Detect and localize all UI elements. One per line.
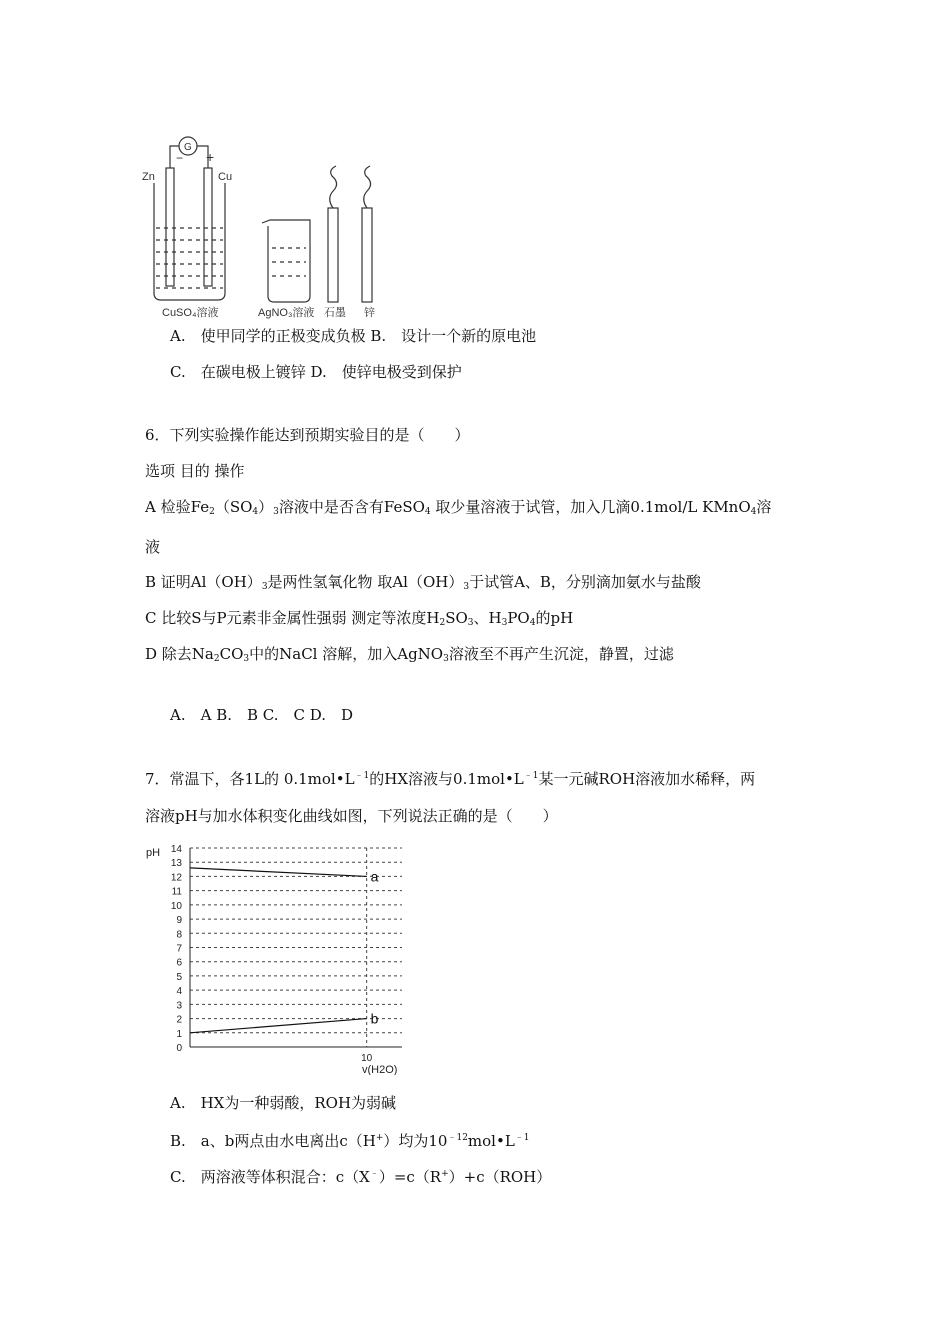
y-tick-label: 8 bbox=[176, 929, 182, 941]
q5-option-cd: C. 在碳电极上镀锌 D. 使锌电极受到保护 bbox=[170, 363, 462, 381]
y-tick-label: 11 bbox=[171, 886, 182, 898]
apparatus-figure bbox=[140, 128, 400, 328]
q7-option-c: C. 两溶液等体积混合：c（X﹣）=c（R+）+c（ROH） bbox=[170, 1168, 552, 1186]
y-tick-label: 2 bbox=[176, 1014, 182, 1026]
q6-table-header: 选项 目的 操作 bbox=[145, 462, 245, 480]
y-tick-label: 1 bbox=[176, 1028, 182, 1040]
zn-label: Zn bbox=[142, 171, 155, 183]
q6-row-c: C 比较S与P元素非金属性强弱 测定等浓度$H_2SO_3$、$H_3PO_4$的pH bbox=[145, 609, 574, 628]
cu-electrode bbox=[204, 168, 212, 286]
beaker-1 bbox=[154, 183, 225, 300]
q6-row-d: D 除去$Na_2CO_3$中的NaCl 溶解，加入AgNO$_3$溶液至不再产生沉淀，静置，过滤 bbox=[145, 645, 674, 664]
y-tick-label: 4 bbox=[176, 986, 182, 998]
g-label: G bbox=[184, 142, 192, 153]
y-tick-label: 12 bbox=[170, 872, 182, 884]
zinc-rod bbox=[362, 208, 372, 302]
q6-stem: 6．下列实验操作能达到预期实验目的是（ ） bbox=[145, 426, 470, 444]
graphite-rod bbox=[328, 208, 338, 302]
x-tick-label: 10 bbox=[361, 1053, 373, 1064]
q6-row-a: A 检验$Fe_2(SO_4)_3$溶液中是否含有FeSO$_4$ 取少量溶液于试管，加入几滴0.1mol/L KMnO$_4$溶 bbox=[145, 498, 772, 517]
y-tick-label: 14 bbox=[170, 844, 182, 855]
series-line-b bbox=[190, 1019, 367, 1033]
zinc-label: 锌 bbox=[364, 307, 375, 319]
minus-label: − bbox=[176, 151, 184, 165]
q7-option-b: B. a、b两点由水电离出c（H+）均为$10^{﹣12}mol•L^{﹣1}$ bbox=[170, 1132, 530, 1150]
q5-option-ab: A. 使甲同学的正极变成负极 B. 设计一个新的原电池 bbox=[170, 327, 537, 345]
cuso4-label: CuSO₄溶液 bbox=[162, 307, 219, 319]
y-tick-label: 0 bbox=[176, 1043, 182, 1054]
series-line-a bbox=[190, 868, 367, 877]
q7-option-a: A. HX为一种弱酸，ROH为弱碱 bbox=[170, 1094, 397, 1112]
y-tick-label: 13 bbox=[170, 858, 182, 870]
plus-label: + bbox=[206, 149, 215, 165]
zn-electrode bbox=[166, 168, 174, 286]
y-tick-label: 10 bbox=[170, 900, 182, 912]
graphite-label: 石墨 bbox=[324, 307, 346, 319]
beaker-2 bbox=[262, 220, 310, 302]
agno3-label: AgNO₃溶液 bbox=[258, 307, 315, 319]
point-label-a: a bbox=[370, 868, 379, 885]
y-tick-label: 5 bbox=[176, 971, 182, 983]
y-tick-label: 3 bbox=[176, 1000, 182, 1012]
q6-options: A. A B. B C. C D. D bbox=[170, 706, 354, 724]
x-axis-label: v(H2O) bbox=[362, 1064, 398, 1075]
q7-stem-line1: 7．常温下，各1L的 $0.1mol•L^{﹣1}$的HX溶液与$0.1mol•L^{﹣1}$某一元碱ROH溶液加水稀释，两 bbox=[145, 770, 756, 788]
y-tick-label: 6 bbox=[176, 957, 182, 969]
q7-stem-line2: 溶液pH与加水体积变化曲线如图，下列说法正确的是（ ） bbox=[145, 807, 558, 825]
point-label-b: b bbox=[370, 1010, 379, 1027]
ph-chart bbox=[140, 840, 430, 1075]
y-tick-label: 9 bbox=[176, 915, 182, 927]
y-axis-label: pH bbox=[146, 847, 161, 859]
cu-label: Cu bbox=[218, 171, 233, 183]
q6-row-a-cont: 液 bbox=[145, 538, 161, 556]
y-tick-label: 7 bbox=[176, 943, 182, 955]
q6-row-b: B 证明$Al(OH)_3$是两性氢氧化物 取$Al(OH)_3$于试管A、B，分别滴加氨水与盐酸 bbox=[145, 573, 701, 592]
